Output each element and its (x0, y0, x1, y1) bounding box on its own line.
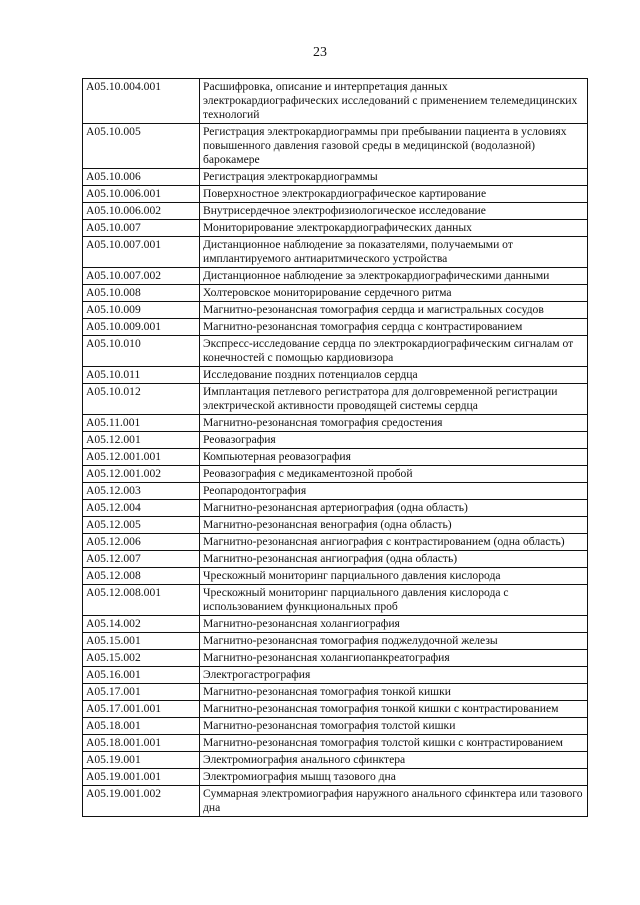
procedure-name: Магнитно-резонансная венография (одна область) (200, 517, 588, 534)
procedure-code: A05.18.001.001 (83, 735, 200, 752)
procedure-code: A05.15.001 (83, 633, 200, 650)
page-number: 23 (313, 45, 327, 60)
procedure-code: A05.10.009 (83, 302, 200, 319)
procedure-name: Электромиография мышц тазового дна (200, 769, 588, 786)
procedure-code: A05.10.008 (83, 285, 200, 302)
table-row (83, 633, 588, 650)
procedure-name: Электромиография анального сфинктера (200, 752, 588, 769)
table-row (83, 466, 588, 483)
table-row (83, 585, 588, 616)
procedure-code: A05.12.008.001 (83, 585, 200, 616)
procedure-code: A05.16.001 (83, 667, 200, 684)
procedure-name: Дистанционное наблюдение за электрокардиографическими данными (200, 268, 588, 285)
procedure-name: Внутрисердечное электрофизиологическое исследование (200, 203, 588, 220)
table-row (83, 367, 588, 384)
procedure-code: A05.12.005 (83, 517, 200, 534)
table-body (83, 79, 588, 817)
table-row (83, 124, 588, 169)
procedure-name: Магнитно-резонансная артериография (одна область) (200, 500, 588, 517)
procedure-name: Магнитно-резонансная холангиопанкреатография (200, 650, 588, 667)
procedure-name: Регистрация электрокардиограммы при пребывании пациента в условиях повышенного давления газовой среды в медицинской (водолазной) барокамере (200, 124, 588, 169)
procedure-name: Поверхностное электрокардиографическое картирование (200, 186, 588, 203)
procedure-name: Имплантация петлевого регистратора для долговременной регистрации электрической активности проводящей системы сердца (200, 384, 588, 415)
procedure-name: Регистрация электрокардиограммы (200, 169, 588, 186)
table-row (83, 735, 588, 752)
procedure-name: Экспресс-исследование сердца по электрокардиографическим сигналам от конечностей с помощью кардиовизора (200, 336, 588, 367)
procedure-code: A05.10.006.002 (83, 203, 200, 220)
procedure-name: Магнитно-резонансная холангиография (200, 616, 588, 633)
procedure-code: A05.10.007.002 (83, 268, 200, 285)
procedure-name: Магнитно-резонансная томография толстой кишки (200, 718, 588, 735)
table-row (83, 786, 588, 817)
procedure-code: A05.14.002 (83, 616, 200, 633)
table-row (83, 517, 588, 534)
procedure-name: Суммарная электромиография наружного анального сфинктера или тазового дна (200, 786, 588, 817)
procedure-code: A05.12.001.001 (83, 449, 200, 466)
table-row (83, 568, 588, 585)
procedure-code: A05.19.001.001 (83, 769, 200, 786)
procedure-code: A05.12.001.002 (83, 466, 200, 483)
procedure-name: Компьютерная реовазография (200, 449, 588, 466)
procedure-code: A05.10.010 (83, 336, 200, 367)
procedure-name: Чрескожный мониторинг парциального давления кислорода с использованием функциональных проб (200, 585, 588, 616)
table-row (83, 384, 588, 415)
procedure-name: Электрогастрография (200, 667, 588, 684)
procedure-code: A05.10.011 (83, 367, 200, 384)
procedure-code: A05.19.001.002 (83, 786, 200, 817)
procedure-code: A05.10.012 (83, 384, 200, 415)
procedure-name: Расшифровка, описание и интерпретация данных электрокардиографических исследований с применением телемедицинских технологий (200, 79, 588, 124)
procedure-code: A05.10.007.001 (83, 237, 200, 268)
procedure-name: Магнитно-резонансная томография тонкой кишки с контрастированием (200, 701, 588, 718)
table-row (83, 752, 588, 769)
table-row (83, 203, 588, 220)
procedure-name: Исследование поздних потенциалов сердца (200, 367, 588, 384)
procedure-name: Реовазография (200, 432, 588, 449)
procedure-code: A05.11.001 (83, 415, 200, 432)
procedure-name: Магнитно-резонансная томография средостения (200, 415, 588, 432)
procedure-code: A05.17.001 (83, 684, 200, 701)
table-row (83, 220, 588, 237)
table-row (83, 667, 588, 684)
procedure-name: Реопародонтография (200, 483, 588, 500)
procedure-code-table (82, 78, 588, 817)
table-row (83, 79, 588, 124)
procedure-code: A05.10.006 (83, 169, 200, 186)
table-row (83, 500, 588, 517)
table-row (83, 285, 588, 302)
procedure-name: Чрескожный мониторинг парциального давления кислорода (200, 568, 588, 585)
table-row (83, 650, 588, 667)
table-row (83, 701, 588, 718)
table-row (83, 336, 588, 367)
procedure-name: Реовазография с медикаментозной пробой (200, 466, 588, 483)
procedure-name: Мониторирование электрокардиографических данных (200, 220, 588, 237)
procedure-name: Магнитно-резонансная томография сердца и магистральных сосудов (200, 302, 588, 319)
table-row (83, 718, 588, 735)
table-row (83, 432, 588, 449)
procedure-code: A05.10.006.001 (83, 186, 200, 203)
table-row (83, 534, 588, 551)
procedure-code: A05.12.004 (83, 500, 200, 517)
procedure-name: Магнитно-резонансная томография поджелудочной железы (200, 633, 588, 650)
table-row (83, 302, 588, 319)
procedure-code: A05.15.002 (83, 650, 200, 667)
procedure-code: A05.12.001 (83, 432, 200, 449)
procedure-name: Магнитно-резонансная ангиография с контрастированием (одна область) (200, 534, 588, 551)
procedure-code: A05.18.001 (83, 718, 200, 735)
procedure-code: A05.19.001 (83, 752, 200, 769)
table-row (83, 449, 588, 466)
procedure-name: Холтеровское мониторирование сердечного ритма (200, 285, 588, 302)
table-row (83, 415, 588, 432)
procedure-code: A05.10.004.001 (83, 79, 200, 124)
procedure-name: Магнитно-резонансная томография толстой кишки с контрастированием (200, 735, 588, 752)
procedure-code: A05.12.003 (83, 483, 200, 500)
table-row (83, 551, 588, 568)
table-row (83, 169, 588, 186)
table-row (83, 237, 588, 268)
procedure-code: A05.10.005 (83, 124, 200, 169)
table-row (83, 616, 588, 633)
procedure-code: A05.10.007 (83, 220, 200, 237)
procedure-code: A05.12.006 (83, 534, 200, 551)
table-row (83, 319, 588, 336)
table-row (83, 769, 588, 786)
procedure-name: Магнитно-резонансная томография сердца с контрастированием (200, 319, 588, 336)
procedure-name: Дистанционное наблюдение за показателями, получаемыми от имплантируемого антиаритмического устройства (200, 237, 588, 268)
procedure-code: A05.12.007 (83, 551, 200, 568)
procedure-code: A05.17.001.001 (83, 701, 200, 718)
table-row (83, 684, 588, 701)
table-row (83, 483, 588, 500)
procedure-name: Магнитно-резонансная ангиография (одна область) (200, 551, 588, 568)
procedure-code: A05.10.009.001 (83, 319, 200, 336)
procedure-code: A05.12.008 (83, 568, 200, 585)
table-row (83, 186, 588, 203)
procedure-name: Магнитно-резонансная томография тонкой кишки (200, 684, 588, 701)
table-row (83, 268, 588, 285)
